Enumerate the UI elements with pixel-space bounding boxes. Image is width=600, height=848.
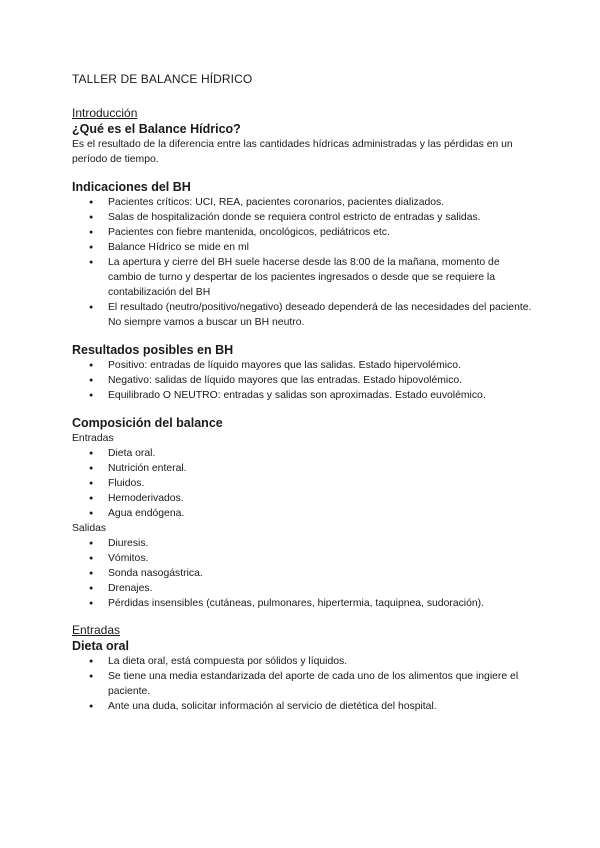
heading-que-es-bh: ¿Qué es el Balance Hídrico? xyxy=(72,122,241,136)
list-item: ● La apertura y cierre del BH suele hacerse desde las 8:00 de la mañana, momento de cambio de turno y despertar de los pacientes ingresados o desde que se requiere la contabilización del BH xyxy=(72,255,532,300)
section-introduccion: Introducción xyxy=(72,106,138,120)
list-item: ● Se tiene una media estandarizada del aporte de cada uno de los alimentos que ingiere el paciente. xyxy=(72,669,532,699)
list-item: ● Sonda nasogástrica. xyxy=(72,566,532,581)
resultados-list xyxy=(72,358,532,403)
list-item: ● Agua endógena. xyxy=(72,506,532,521)
list-item: ● Ante una duda, solicitar información al servicio de dietética del hospital. xyxy=(72,699,532,714)
list-item: ● Pacientes críticos: UCI, REA, pacientes coronarios, pacientes dializados. xyxy=(72,195,532,210)
list-item: ● Vómitos. xyxy=(72,551,532,566)
list-item: ● Hemoderivados. xyxy=(72,491,532,506)
list-item: ● Pacientes con fiebre mantenida, oncológicos, pediátricos etc. xyxy=(72,225,532,240)
list-item: ● Negativo: salidas de líquido mayores que las entradas. Estado hipovolémico. xyxy=(72,373,532,388)
heading-resultados: Resultados posibles en BH xyxy=(72,343,234,357)
list-item: ● El resultado (neutro/positivo/negativo) deseado dependerá de las necesidades del paciente. No siempre vamos a buscar un BH neutro. xyxy=(72,300,532,330)
list-item: ● Drenajes. xyxy=(72,581,532,596)
entradas-label: Entradas xyxy=(72,433,114,444)
heading-indicaciones: Indicaciones del BH xyxy=(72,180,191,194)
dieta-oral-list xyxy=(72,654,532,714)
list-item: ● La dieta oral, está compuesta por sólidos y líquidos. xyxy=(72,654,532,669)
list-item: ● Nutrición enteral. xyxy=(72,461,532,476)
heading-composicion: Composición del balance xyxy=(72,416,223,430)
intro-paragraph: Es el resultado de la diferencia entre las cantidades hídricas administradas y las pérdidas en un período de tiempo. xyxy=(72,139,513,165)
list-item: ● Pérdidas insensibles (cutáneas, pulmonares, hipertermia, taquipnea, sudoración). xyxy=(72,596,532,611)
indicaciones-list xyxy=(72,195,532,330)
salidas-label: Salidas xyxy=(72,523,107,534)
document-title: TALLER DE BALANCE HÍDRICO xyxy=(72,72,253,86)
heading-dieta-oral: Dieta oral xyxy=(72,639,129,653)
list-item: ● Salas de hospitalización donde se requiera control estricto de entradas y salidas. xyxy=(72,210,532,225)
list-item: ● Positivo: entradas de líquido mayores que las salidas. Estado hipervolémico. xyxy=(72,358,532,373)
list-item: ● Balance Hídrico se mide en ml xyxy=(72,240,532,255)
list-item: ● Fluidos. xyxy=(72,476,532,491)
list-item: ● Equilibrado O NEUTRO: entradas y salidas son aproximadas. Estado euvolémico. xyxy=(72,388,532,403)
section-entradas: Entradas xyxy=(72,623,121,637)
entradas-list xyxy=(72,446,532,521)
list-item: ● Diuresis. xyxy=(72,536,532,551)
salidas-list xyxy=(72,536,532,611)
document-page xyxy=(72,72,532,714)
list-item: ● Dieta oral. xyxy=(72,446,532,461)
